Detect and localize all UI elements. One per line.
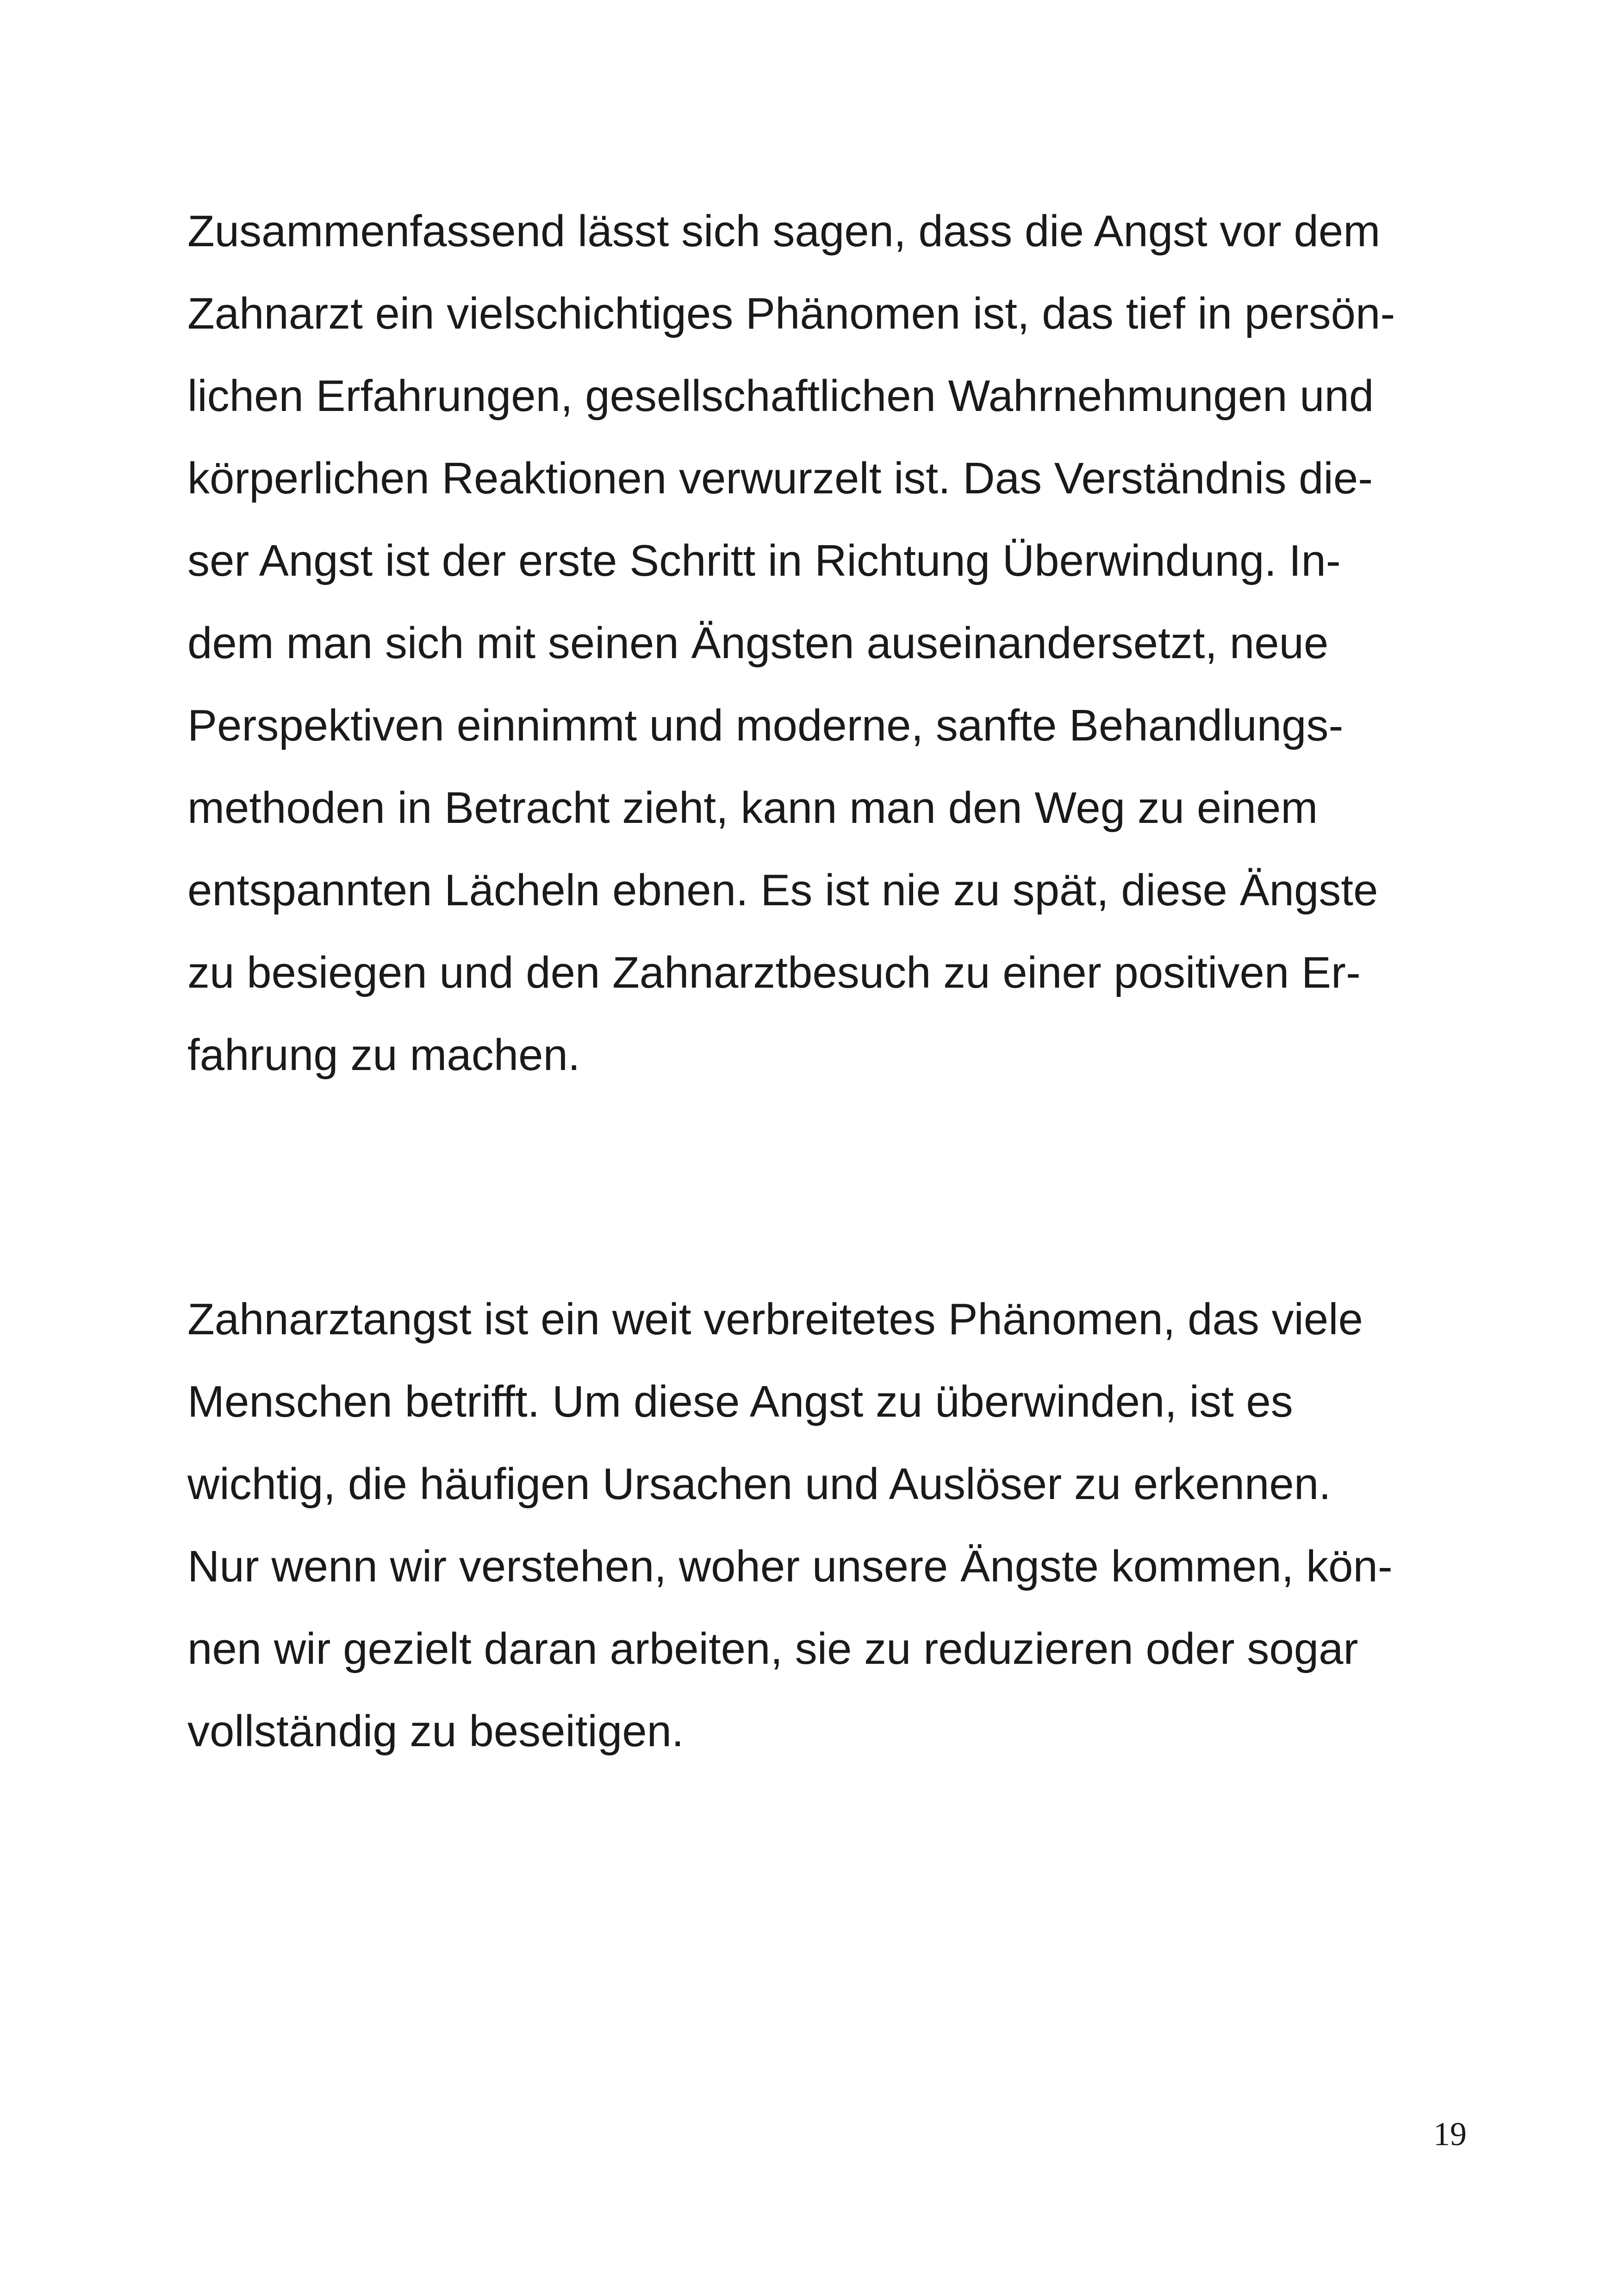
text-line: methoden in Betracht zieht, kann man den Weg zu einem bbox=[187, 783, 1318, 833]
text-line: Menschen betrifft. Um diese Angst zu überwinden, ist es bbox=[187, 1377, 1293, 1426]
text-line: Zahnarzt ein vielschichtiges Phänomen ist, das tief in persön- bbox=[187, 289, 1395, 338]
text-line: fahrung zu machen. bbox=[187, 1030, 580, 1080]
text-line: zu besiegen und den Zahnarztbesuch zu einer positiven Er- bbox=[187, 948, 1361, 997]
text-line: nen wir gezielt daran arbeiten, sie zu reduzieren oder sogar bbox=[187, 1624, 1358, 1674]
text-line: Zahnarztangst ist ein weit verbreitetes Phänomen, das viele bbox=[187, 1294, 1363, 1344]
text-line: vollständig zu beseitigen. bbox=[187, 1706, 684, 1756]
text-line: Nur wenn wir verstehen, woher unsere Ängste kommen, kön- bbox=[187, 1542, 1393, 1591]
text-line: Zusammenfassend lässt sich sagen, dass die Angst vor dem bbox=[187, 206, 1381, 256]
paragraph-intro bbox=[187, 1278, 1465, 1773]
text-line: ser Angst ist der erste Schritt in Richtung Überwindung. In- bbox=[187, 536, 1341, 585]
text-line: entspannten Lächeln ebnen. Es ist nie zu spät, diese Ängste bbox=[187, 865, 1378, 915]
text-line: Perspektiven einnimmt und moderne, sanfte Behandlungs- bbox=[187, 701, 1344, 750]
text-line: dem man sich mit seinen Ängsten auseinandersetzt, neue bbox=[187, 618, 1329, 668]
text-line: lichen Erfahrungen, gesellschaftlichen Wahrnehmungen und bbox=[187, 371, 1374, 421]
page-number: 19 bbox=[1433, 2116, 1467, 2153]
text-line: wichtig, die häufigen Ursachen und Auslöser zu erkennen. bbox=[187, 1459, 1331, 1509]
paragraph-summary bbox=[187, 190, 1465, 1096]
text-line: körperlichen Reaktionen verwurzelt ist. Das Verständnis die- bbox=[187, 454, 1373, 503]
